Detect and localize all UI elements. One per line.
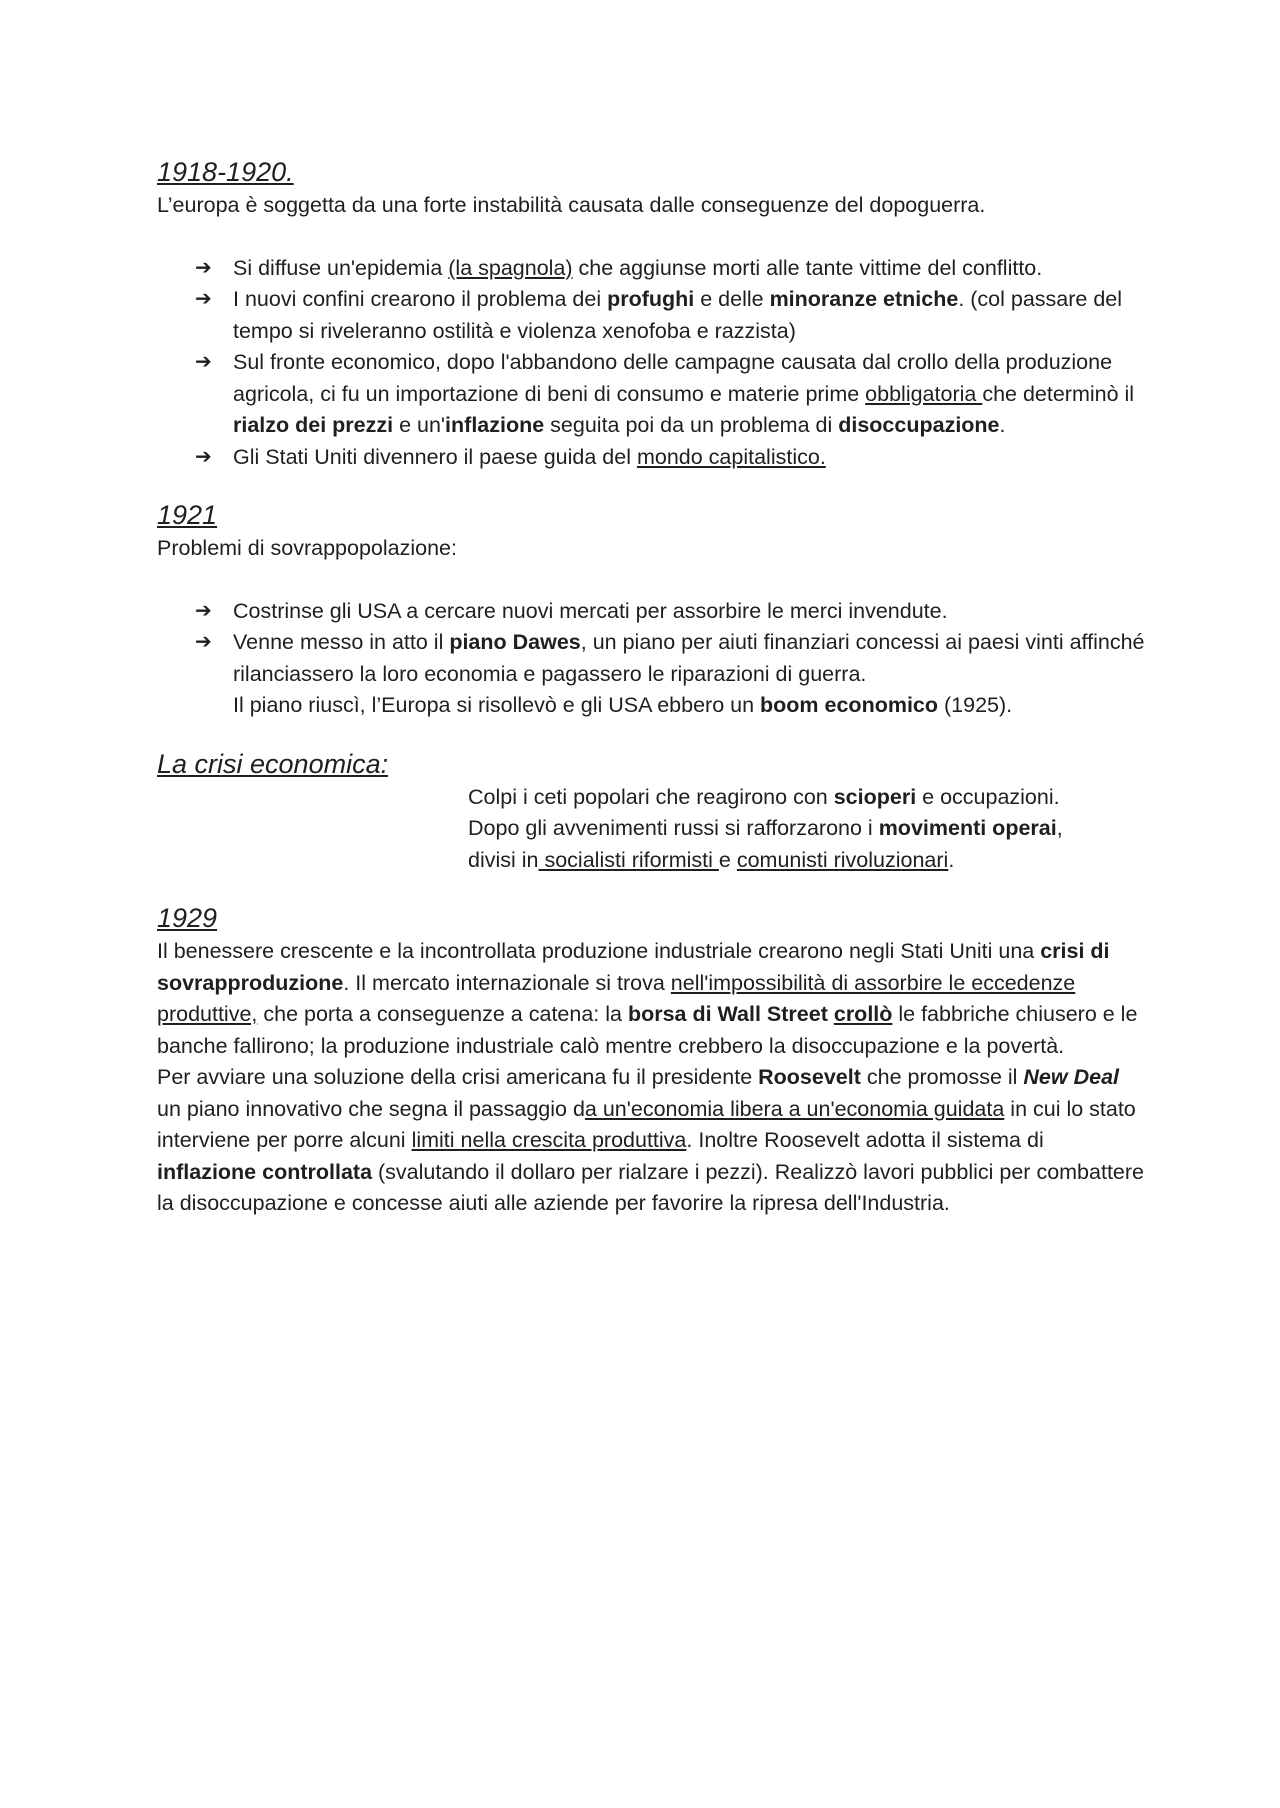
- heading-1929: 1929: [157, 903, 218, 933]
- heading-1921: 1921: [157, 500, 218, 530]
- crisis-line: divisi in socialisti riformisti e comunisti rivoluzionari.: [468, 847, 955, 872]
- intro-1918: L’europa è soggetta da una forte instabilità causata dalle conseguenze del dopoguerra.: [157, 193, 986, 217]
- paragraph-1929-a: Il benessere crescente e la incontrollata produzione industriale crearono negli Stati Uniti una crisi di sovrapproduzione. Il mercato internazionale si trova nell'impossibilità di assorbire le eccedenze produttive, che porta a conseguenze a catena: la borsa di Wall Street crollò le fabbriche chiusero e le banche fallirono; la produzione industriale calò mentre crebbero la disoccupazione e la povertà.: [157, 939, 1138, 1058]
- list-item: ➔ Costrinse gli USA a cercare nuovi mercati per assorbire le merci invendute.: [233, 596, 1147, 628]
- list-item: ➔ Gli Stati Uniti divennero il paese guida del mondo capitalistico.: [233, 442, 1147, 474]
- arrow-bullet-icon: ➔: [195, 599, 212, 622]
- bullet-list-1918: [157, 253, 1147, 474]
- list-item: ➔ I nuovi confini crearono il problema dei profughi e delle minoranze etniche. (col passare del tempo si riveleranno ostilità e violenza xenofoba e razzista): [233, 284, 1147, 347]
- list-item: ➔ Si diffuse un'epidemia (la spagnola) che aggiunse morti alle tante vittime del conflitto.: [233, 253, 1147, 285]
- arrow-bullet-icon: ➔: [195, 631, 212, 653]
- heading-crisi-economica: La crisi economica:: [157, 748, 389, 779]
- intro-1921: Problemi di sovrappopolazione:: [157, 536, 457, 560]
- arrow-bullet-icon: ➔: [195, 288, 212, 310]
- list-item: ➔ Sul fronte economico, dopo l'abbandono delle campagne causata dal crollo della produzione agricola, ci fu un importazione di beni di consumo e materie prime obbligatoria che determinò il rialzo dei prezzi e un'inflazione seguita poi da un problema di disoccupazione.: [233, 347, 1147, 442]
- paragraph-1929-b: Per avviare una soluzione della crisi americana fu il presidente Roosevelt che promosse il New Deal un piano innovativo che segna il passaggio da un'economia libera a un'economia guidata in cui lo stato interviene per porre alcuni limiti nella crescita produttiva. Inoltre Roosevelt adotta il sistema di inflazione controllata (svalutando il dollaro per rialzare i pezzi). Realizzò lavori pubblici per combattere la disoccupazione e concesse aiuti alle aziende per favorire la ripresa dell'Industria.: [157, 1065, 1144, 1215]
- arrow-bullet-icon: ➔: [195, 445, 212, 468]
- heading-1918-1920: 1918-1920.: [157, 157, 294, 187]
- plan-result: Il piano riuscì, l’Europa si risollevò e gli USA ebbero un boom economico (1925).: [233, 693, 1013, 717]
- arrow-bullet-icon: ➔: [195, 351, 212, 373]
- crisis-line: Colpi i ceti popolari che reagirono con scioperi e occupazioni.: [468, 784, 1060, 809]
- document-content: [157, 154, 1147, 1220]
- arrow-bullet-icon: ➔: [195, 256, 212, 279]
- crisis-line: Dopo gli avvenimenti russi si rafforzarono i movimenti operai,: [468, 816, 1063, 840]
- bullet-list-1921: [157, 596, 1147, 691]
- list-item: ➔ Venne messo in atto il piano Dawes, un piano per aiuti finanziari concessi ai paesi vinti affinché rilanciassero la loro economia e pagassero le riparazioni di guerra.: [233, 627, 1147, 690]
- crisis-text: [157, 782, 1147, 877]
